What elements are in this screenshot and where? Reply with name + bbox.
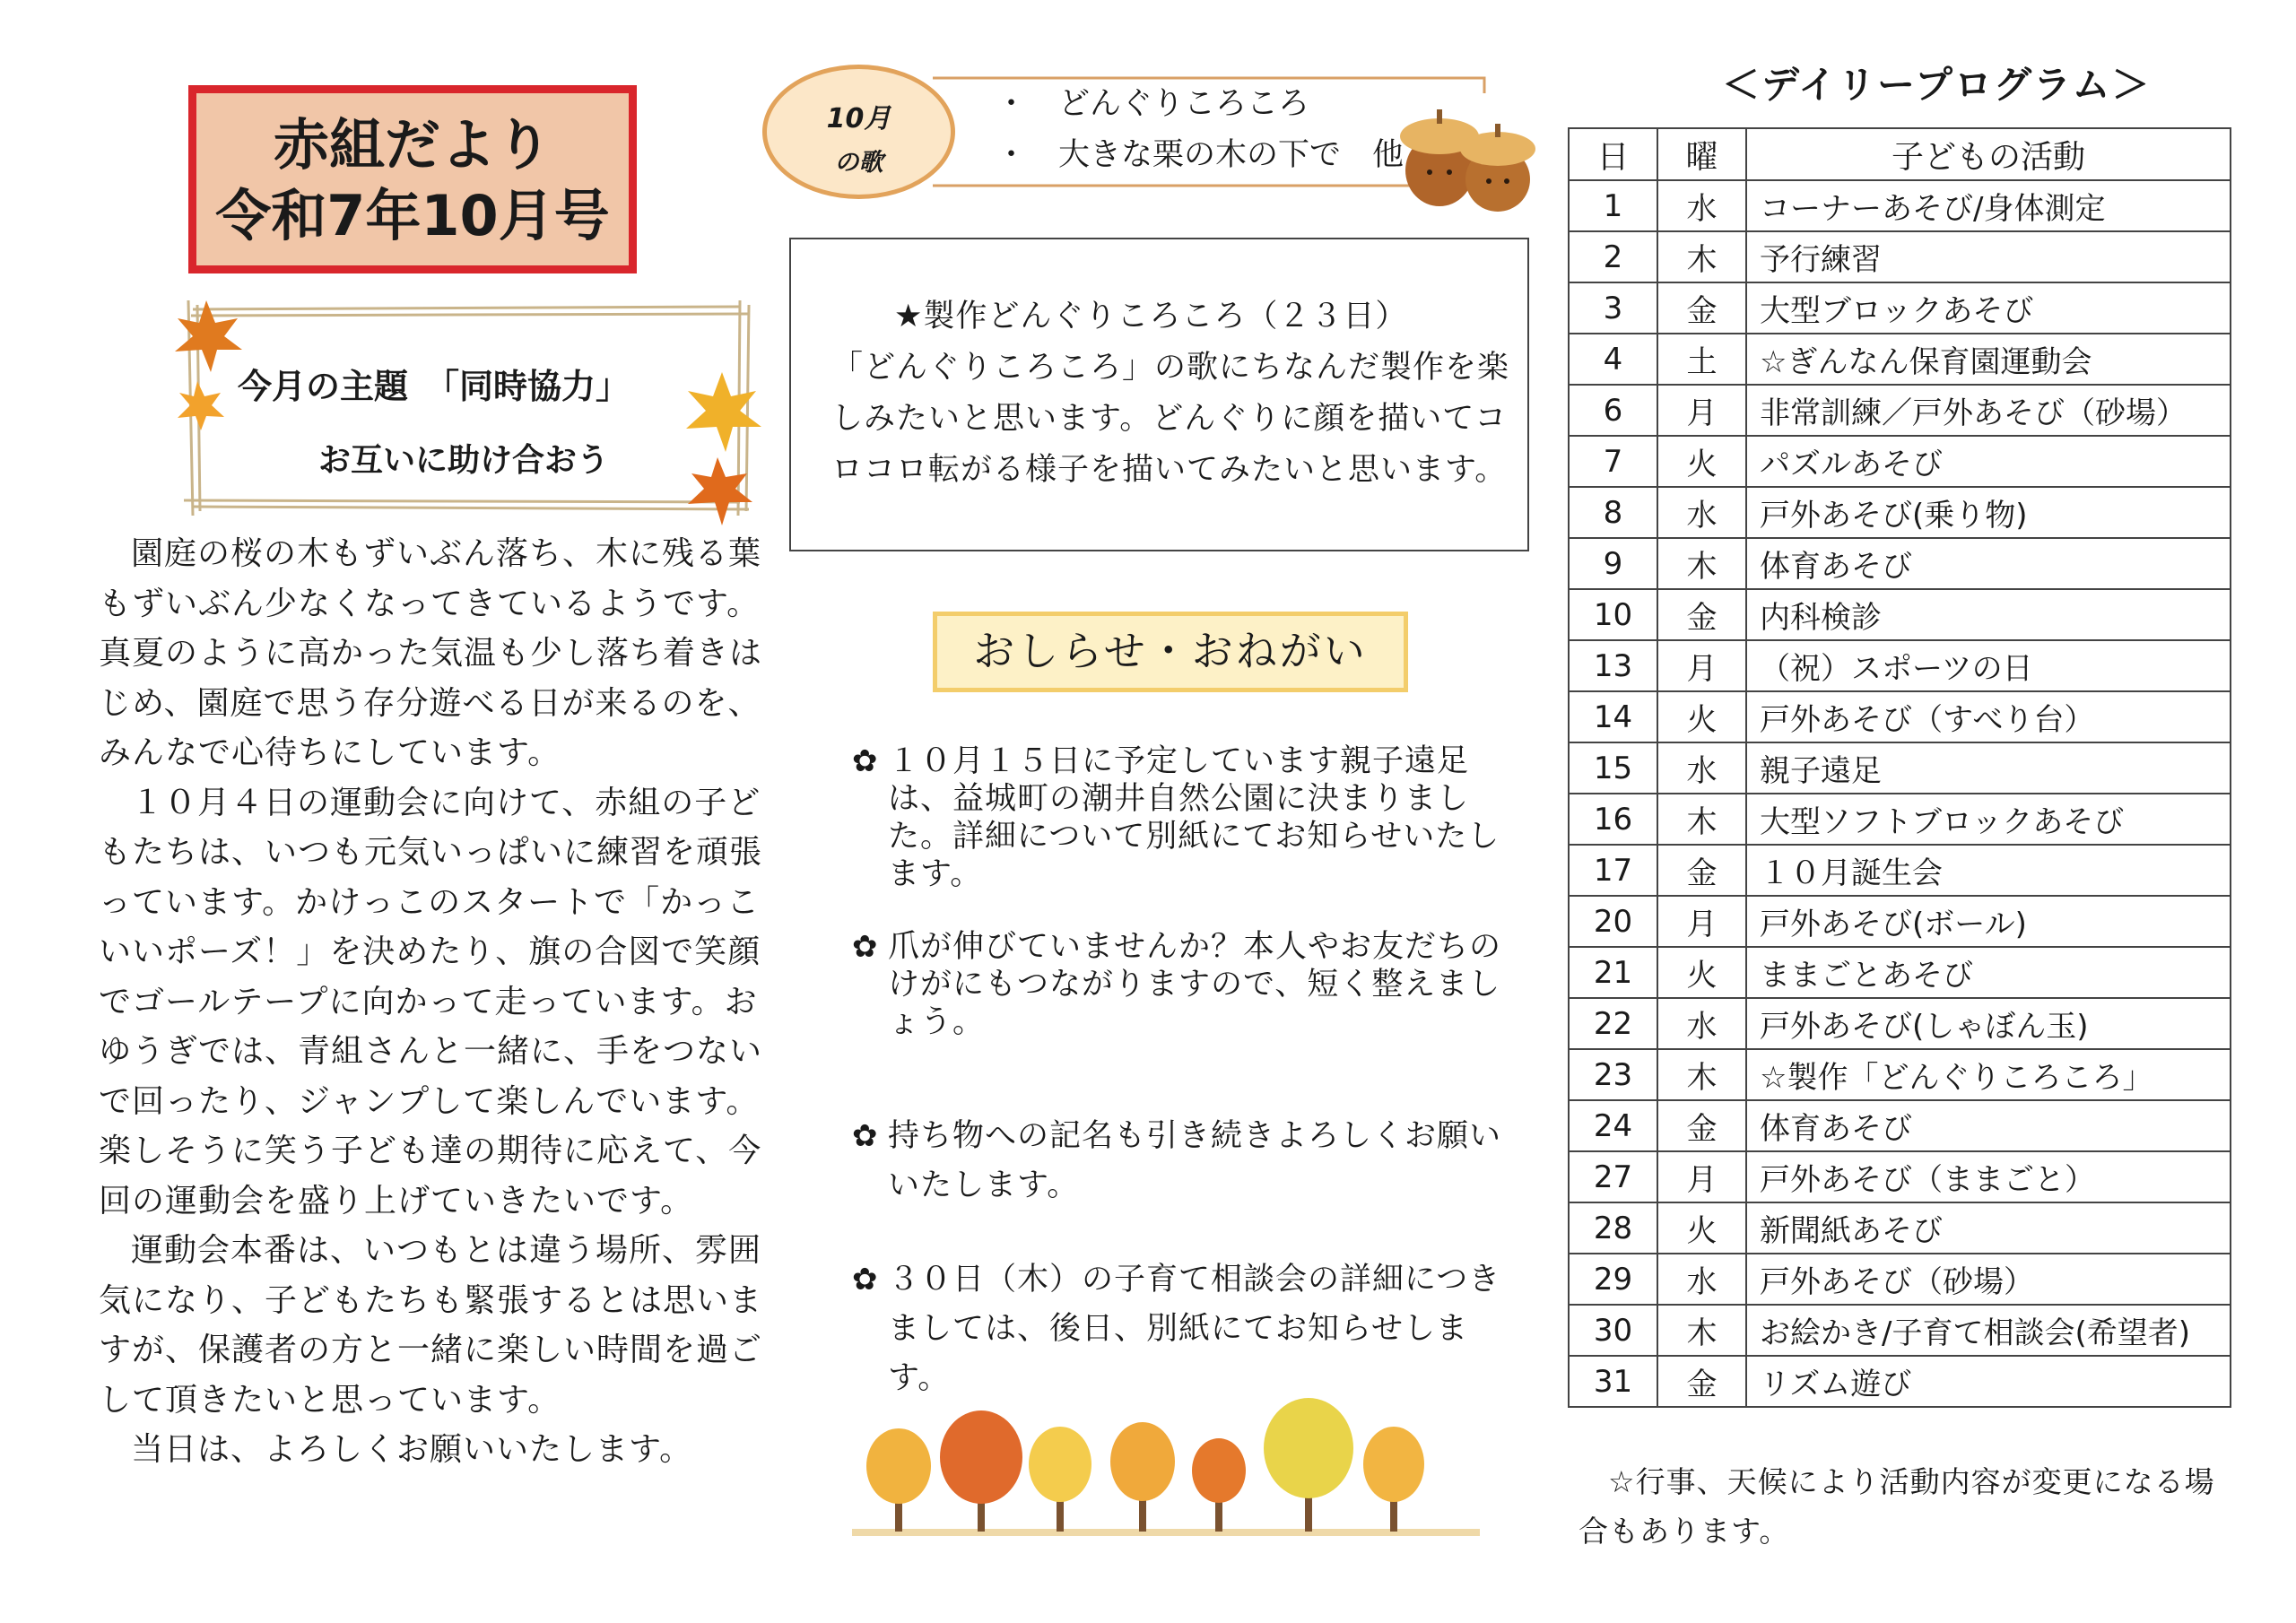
activity-cell: （祝）スポーツの日 [1746,640,2231,691]
day-cell: 6 [1569,385,1657,436]
day-cell: 9 [1569,538,1657,589]
notice-text: １０月１５日に予定しています親子遠足は、益城町の潮井自然公園に決まりました。詳細について別紙にてお知らせいたします。 [888,743,1500,892]
weekday-cell: 月 [1657,385,1746,436]
weekday-cell: 月 [1657,1151,1746,1202]
weekday-cell: 金 [1657,845,1746,896]
table-row [1569,640,2231,691]
activity-cell: リズム遊び [1746,1356,2231,1407]
header-day: 日 [1569,128,1657,180]
table-header-row [1569,128,2231,180]
weekday-cell: 木 [1657,231,1746,282]
day-cell: 28 [1569,1202,1657,1254]
day-cell: 30 [1569,1305,1657,1356]
day-cell: 7 [1569,436,1657,487]
notice-text: 持ち物への記名も引き続きよろしくお願いいたします。 [888,1118,1502,1203]
song-item: ・ どんぐりころころ [996,86,1310,122]
table-row [1569,282,2231,334]
notice-item [852,742,1507,893]
day-cell: 20 [1569,896,1657,947]
activity-cell: 戸外あそび(乗り物) [1746,487,2231,538]
table-row [1569,1305,2231,1356]
table-row [1569,845,2231,896]
day-cell: 2 [1569,231,1657,282]
activity-cell: 大型ソフトブロックあそび [1746,794,2231,845]
acorn-icon [1390,90,1543,215]
weekday-cell: 火 [1657,436,1746,487]
weekday-cell: 金 [1657,1356,1746,1407]
craft-box [789,238,1529,551]
craft-body: 「どんぐりころころ」の歌にちなんだ製作を楽しみたいと思います。どんぐりに顔を描いてコロコロ転がる様子を描いてみたいと思います。 [831,350,1510,488]
day-cell: 4 [1569,334,1657,385]
weekday-cell: 火 [1657,947,1746,998]
table-row [1569,180,2231,231]
weekday-cell: 水 [1657,180,1746,231]
song-item: ・ 大きな栗の木の下で 他 [996,137,1405,173]
day-cell: 3 [1569,282,1657,334]
day-cell: 14 [1569,691,1657,742]
notice-title: おしらせ・おねがい [933,612,1408,692]
day-cell: 13 [1569,640,1657,691]
activity-cell: パズルあそび [1746,436,2231,487]
day-cell: 24 [1569,1100,1657,1151]
flower-bullet-icon: ✿ [852,743,879,779]
notice-item [852,1112,1507,1211]
day-cell: 31 [1569,1356,1657,1407]
day-cell: 17 [1569,845,1657,896]
table-row [1569,487,2231,538]
activity-cell: 戸外あそび(ボール) [1746,896,2231,947]
weekday-cell: 木 [1657,538,1746,589]
header-activity: 子どもの活動 [1746,128,2231,180]
table-row [1569,998,2231,1049]
table-row [1569,385,2231,436]
weekday-cell: 火 [1657,691,1746,742]
weekday-cell: 水 [1657,487,1746,538]
activity-cell: 戸外あそび（すべり台） [1746,691,2231,742]
day-cell: 16 [1569,794,1657,845]
table-row [1569,896,2231,947]
theme-subtitle: お互いに助け合おう [318,442,610,479]
activity-cell: コーナーあそび/身体測定 [1746,180,2231,231]
weekday-cell: 月 [1657,640,1746,691]
flower-bullet-icon: ✿ [852,1262,879,1298]
table-row [1569,1100,2231,1151]
theme-title: 今月の主題 「同時協力」 [238,367,631,406]
activity-cell: 戸外あそび（砂場） [1746,1254,2231,1305]
flower-bullet-icon: ✿ [852,1118,879,1154]
flower-bullet-icon: ✿ [852,929,879,965]
weekday-cell: 月 [1657,896,1746,947]
activity-cell: 新聞紙あそび [1746,1202,2231,1254]
weekday-cell: 金 [1657,589,1746,640]
table-row [1569,794,2231,845]
notice-text: 爪が伸びていませんか？本人やお友だちのけがにもつながりますので、短く整えましょう。 [888,929,1502,1040]
activity-cell: ままごとあそび [1746,947,2231,998]
program-note: ☆行事、天候により活動内容が変更になる場合もあります。 [1578,1464,2215,1549]
activity-cell: 体育あそび [1746,1100,2231,1151]
table-row [1569,589,2231,640]
notice-item [852,928,1507,1041]
song-badge-month: 10月 [826,103,891,135]
activity-cell: ☆製作「どんぐりころころ」 [1746,1049,2231,1100]
activity-cell: 親子遠足 [1746,742,2231,794]
header-weekday: 曜 [1657,128,1746,180]
report-paragraph: 運動会本番は、いつもとは違う場所、雰囲気になり、子どもたちも緊張するとは思いますが、保護者の方と一緒に楽しい時間を過ごして頂きたいと思っています。 [99,1232,763,1419]
activity-cell: 戸外あそび(しゃぼん玉) [1746,998,2231,1049]
weekday-cell: 木 [1657,794,1746,845]
day-cell: 10 [1569,589,1657,640]
weekday-cell: 金 [1657,282,1746,334]
daily-program-table [1568,127,2231,1408]
maple-leaves-icon [668,368,771,538]
report-paragraph: 園庭の桜の木もずいぶん落ち、木に残る葉もずいぶん少なくなってきているようです。真夏のように高かった気温も少し落ち着きはじめ、園庭で思う存分遊べる日が来るのを、みんなで心待ちにしています。 [99,535,763,771]
day-cell: 15 [1569,742,1657,794]
activity-cell: 大型ブロックあそび [1746,282,2231,334]
activity-cell: 内科検診 [1746,589,2231,640]
report-paragraph: １０月４日の運動会に向けて、赤組の子どもたちは、いつも元気いっぱいに練習を頑張っています。かけっこのスタートで「かっこいいポーズ！」を決めたり、旗の合図で笑顔でゴールテープに向かって走っています。おゆうぎでは、青組さんと一緒に、手をつないで回ったり、ジャンプして楽しんでいます。楽しそうに笑う子ども達の期待に応えて、今回の運動会を盛り上げていきたいです。 [99,784,763,1219]
weekday-cell: 水 [1657,1254,1746,1305]
weekday-cell: 水 [1657,998,1746,1049]
day-cell: 1 [1569,180,1657,231]
activity-cell: 非常訓練／戸外あそび（砂場） [1746,385,2231,436]
craft-title: ★製作どんぐりころころ（２３日） [894,299,1408,334]
report-paragraph: 当日は、よろしくお願いいたします。 [131,1431,693,1468]
song-badge-label: の歌 [834,149,883,177]
program-title: ＜デイリープログラム＞ [1722,63,2152,107]
activity-cell: 戸外あそび（ままごと） [1746,1151,2231,1202]
day-cell: 22 [1569,998,1657,1049]
table-row [1569,1356,2231,1407]
day-cell: 8 [1569,487,1657,538]
weekday-cell: 木 [1657,1305,1746,1356]
day-cell: 27 [1569,1151,1657,1202]
table-row [1569,231,2231,282]
table-row [1569,538,2231,589]
notice-item [852,1255,1507,1403]
song-list [996,79,1404,181]
table-row [1569,1254,2231,1305]
newsletter-title: 赤組だより [273,112,552,178]
table-row [1569,742,2231,794]
weekday-cell: 火 [1657,1202,1746,1254]
weekday-cell: 土 [1657,334,1746,385]
title-box [188,85,637,273]
table-row [1569,1151,2231,1202]
day-cell: 29 [1569,1254,1657,1305]
song-badge [762,65,955,199]
notice-text: ３０日（木）の子育て相談会の詳細につきましては、後日、別紙にてお知らせします。 [888,1262,1501,1396]
activity-cell: ☆ぎんなん保育園運動会 [1746,334,2231,385]
class-report [99,529,780,1475]
activity-cell: 体育あそび [1746,538,2231,589]
table-row [1569,1202,2231,1254]
day-cell: 21 [1569,947,1657,998]
table-row [1569,1049,2231,1100]
newsletter-issue: 令和7年10月号 [215,183,610,248]
weekday-cell: 金 [1657,1100,1746,1151]
activity-cell: お絵かき/子育て相談会(希望者) [1746,1305,2231,1356]
activity-cell: １０月誕生会 [1746,845,2231,896]
day-cell: 23 [1569,1049,1657,1100]
table-row [1569,691,2231,742]
weekday-cell: 水 [1657,742,1746,794]
weekday-cell: 木 [1657,1049,1746,1100]
table-row [1569,334,2231,385]
table-row [1569,436,2231,487]
table-row [1569,947,2231,998]
autumn-trees-illustration [852,1394,1480,1547]
activity-cell: 予行練習 [1746,231,2231,282]
